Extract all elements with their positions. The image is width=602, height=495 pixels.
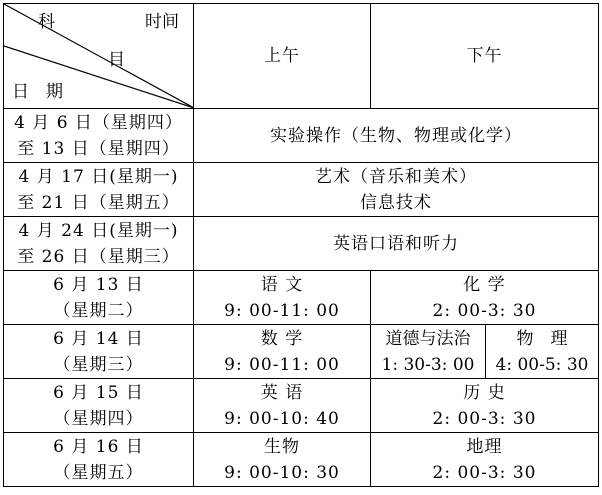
- table-row: [4, 433, 599, 487]
- date-line: 6 月 13 日: [53, 274, 144, 295]
- pm-exam-cell-2: [486, 325, 599, 379]
- subject-cell: 英语口语和听力: [194, 217, 599, 271]
- header-mu-label: 目: [108, 50, 125, 70]
- header-date-label: 日 期: [12, 82, 63, 102]
- table-row: [4, 163, 599, 217]
- exam-time: 4: 00-5: 30: [495, 354, 589, 375]
- subject-cell: 实验操作（生物、物理或化学）: [194, 109, 599, 163]
- date-line: 6 月 16 日: [53, 436, 144, 457]
- date-line: 4 月 6 日（星期四）: [14, 112, 183, 133]
- exam-subject: 地理: [466, 436, 503, 457]
- subject-cell: [194, 163, 599, 217]
- pm-exam-cell: [371, 379, 599, 433]
- date-cell: [4, 217, 194, 271]
- date-line: 至 21 日（星期五）: [17, 192, 180, 213]
- date-cell: [4, 379, 194, 433]
- exam-time: 9: 00-10: 30: [224, 462, 340, 483]
- date-cell: [4, 163, 194, 217]
- header-subject-label: 科: [38, 12, 55, 32]
- date-line: （星期二）: [53, 300, 144, 321]
- exam-schedule-table: [3, 3, 599, 487]
- exam-time: 9: 00-10: 40: [224, 408, 340, 429]
- date-line: 4 月 17 日(星期一): [18, 166, 179, 187]
- am-exam-cell: [194, 433, 371, 487]
- date-line: （星期三）: [53, 354, 144, 375]
- morning-header: 上午: [194, 4, 371, 109]
- table-row: [4, 325, 599, 379]
- pm-exam-cell: [371, 433, 599, 487]
- exam-time: 2: 00-3: 30: [432, 300, 537, 321]
- header-time-label: 时间: [145, 12, 179, 32]
- am-exam-cell: [194, 379, 371, 433]
- exam-subject: 物 理: [516, 328, 568, 349]
- am-exam-cell: [194, 325, 371, 379]
- date-cell: [4, 433, 194, 487]
- date-line: （星期五）: [53, 462, 144, 483]
- am-exam-cell: [194, 271, 371, 325]
- exam-time: 2: 00-3: 30: [432, 408, 537, 429]
- subject-line: 艺术（音乐和美术）: [315, 166, 477, 187]
- table-row: [4, 217, 599, 271]
- table-row: [4, 109, 599, 163]
- table-row: [4, 271, 599, 325]
- subject-line: 信息技术: [360, 192, 432, 213]
- exam-time: 2: 00-3: 30: [432, 462, 537, 483]
- date-cell: [4, 271, 194, 325]
- exam-subject: 生物: [264, 436, 300, 457]
- date-line: 6 月 15 日: [53, 382, 144, 403]
- date-cell: [4, 325, 194, 379]
- exam-subject: 语 文: [260, 274, 304, 295]
- exam-subject: 英 语: [260, 382, 304, 403]
- date-line: 至 13 日（星期四）: [17, 138, 180, 159]
- date-line: 6 月 14 日: [53, 328, 144, 349]
- date-line: （星期四）: [53, 408, 144, 429]
- pm-exam-cell: [371, 271, 599, 325]
- exam-time: 9: 00-11: 00: [224, 300, 340, 321]
- diagonal-header-cell: [4, 4, 194, 109]
- exam-time: 9: 00-11: 00: [224, 354, 340, 375]
- header-row: [4, 4, 599, 109]
- date-cell: [4, 109, 194, 163]
- table-row: [4, 379, 599, 433]
- pm-exam-cell-1: [371, 325, 486, 379]
- exam-subject: 道德与法治: [385, 328, 471, 349]
- date-line: 4 月 24 日(星期一): [18, 220, 179, 241]
- afternoon-header: 下午: [371, 4, 599, 109]
- exam-subject: 化 学: [463, 274, 506, 295]
- exam-subject: 历 史: [463, 382, 506, 403]
- date-line: 至 26 日（星期三）: [17, 246, 180, 267]
- exam-subject: 数 学: [260, 328, 304, 349]
- exam-time: 1: 30-3: 00: [381, 354, 475, 375]
